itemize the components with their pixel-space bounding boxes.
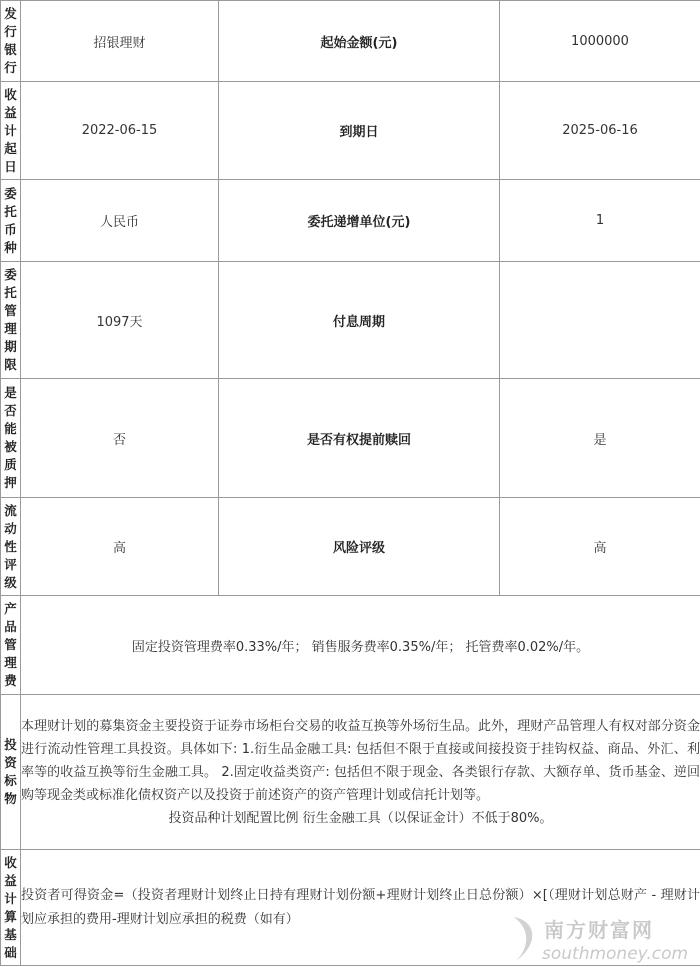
early-redeem-value: 是	[500, 379, 700, 498]
table-row	[1, 82, 700, 180]
start-date-value: 2022-06-15	[21, 82, 219, 180]
watermark-en: southmoney.com	[542, 944, 689, 964]
issuer-value: 招银理财	[21, 1, 219, 82]
table-row	[1, 695, 700, 850]
target-cell	[21, 695, 700, 850]
maturity-value: 2025-06-16	[500, 82, 700, 180]
row-label-start-date: 收益计起日	[1, 82, 21, 180]
table-row	[1, 262, 700, 379]
table-row	[1, 379, 700, 498]
increment-key: 委托递增单位(元)	[219, 180, 500, 262]
target-paragraph: 本理财计划的募集资金主要投资于证券市场柜台交易的收益互换等外场衍生品。此外，理财产品管理人有权对部分资金进行流动性管理工具投资。具体如下: 1.衍生品金融工具: 包括但不限于直接或间接投资于挂钩权益、商品、外汇、利率等的收益互换等衍生金融工具。 2.固定收益类资产: 包括但不限于现金、各类银行存款、大额存单、货币基金、逆回购等现金类或标准化债权资产以及投资于前述资产的资产管理计划或信托计划等。	[21, 718, 700, 803]
table-row	[1, 180, 700, 262]
term-value: 1097天	[21, 262, 219, 379]
table-row	[1, 498, 700, 596]
min-amount-value: 1000000	[500, 1, 700, 82]
row-label-target: 投资标物	[1, 695, 21, 850]
watermark-cn: 南方财富网	[544, 918, 654, 942]
risk-rating-value: 高	[500, 498, 700, 596]
pledge-value: 否	[21, 379, 219, 498]
row-label-issuer: 发行银行	[1, 1, 21, 82]
row-label-fee: 产品管理费	[1, 596, 21, 695]
basis-text: 投资者可得资金=（投资者理财计划终止日持有理财计划份额+理财计划终止日总份额）×[（理财计划总财产 - 理财计划应承担的费用-理财计划应承担的税费（如有）	[21, 850, 700, 966]
row-label-currency: 委托币种	[1, 180, 21, 262]
min-amount-key: 起始金额(元)	[219, 1, 500, 82]
risk-rating-key: 风险评级	[219, 498, 500, 596]
table-row	[1, 1, 700, 82]
row-label-liquidity: 流动性评级	[1, 498, 21, 596]
early-redeem-key: 是否有权提前赎回	[219, 379, 500, 498]
table-row	[1, 596, 700, 695]
watermark-swoosh-icon	[514, 917, 532, 961]
row-label-basis: 收益计算基础	[1, 850, 21, 966]
row-label-pledge: 是否能被质押	[1, 379, 21, 498]
maturity-key: 到期日	[219, 82, 500, 180]
increment-value: 1	[500, 180, 700, 262]
fee-text: 固定投资管理费率0.33%/年； 销售服务费率0.35%/年； 托管费率0.02%/年。	[21, 596, 700, 695]
currency-value: 人民币	[21, 180, 219, 262]
target-ratio: 投资品种计划配置比例 衍生金融工具（以保证金计）不低于80%。	[168, 810, 553, 826]
liquidity-value: 高	[21, 498, 219, 596]
southmoney-watermark	[496, 913, 696, 965]
interest-cycle-value	[500, 262, 700, 379]
interest-cycle-key: 付息周期	[219, 262, 500, 379]
row-label-term: 委托管理期限	[1, 262, 21, 379]
